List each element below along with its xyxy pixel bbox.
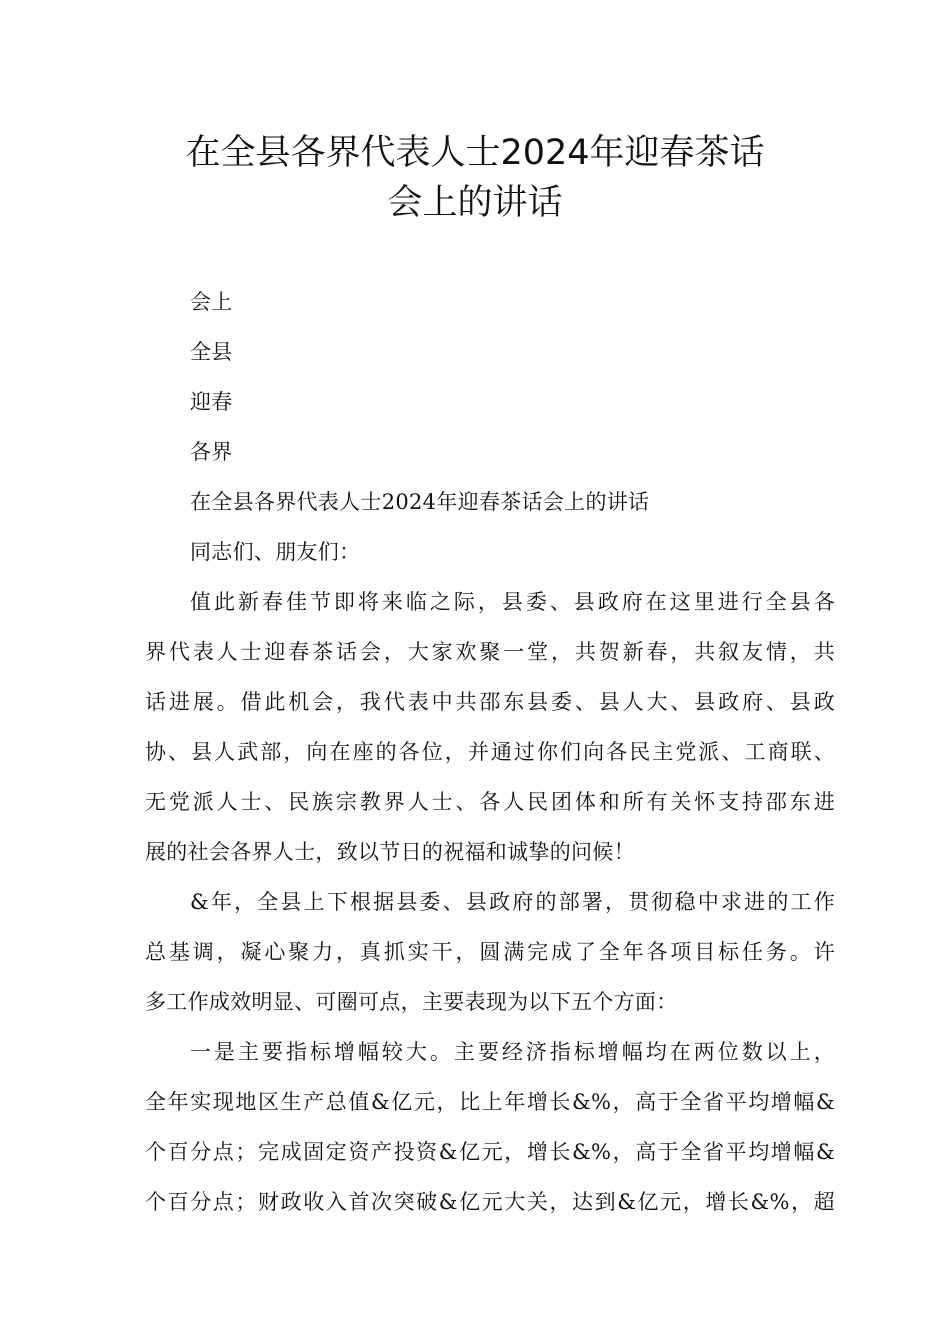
paragraph-line: 一是主要指标增幅较大。主要经济指标增幅均在两位数以上，	[190, 1040, 835, 1064]
paragraph-line: 展的社会各界人士，致以节日的祝福和诚挚的问候！	[145, 840, 635, 864]
document-title-line-2: 会上的讲话	[387, 183, 563, 223]
keyword-line: 迎春	[190, 390, 233, 414]
paragraph-line: 值此新春佳节即将来临之际，县委、县政府在这里进行全县各	[190, 590, 835, 614]
document-subtitle: 在全县各界代表人士2024年迎春茶话会上的讲话	[190, 490, 650, 514]
paragraph-line: 话进展。借此机会，我代表中共邵东县委、县人大、县政府、县政	[145, 690, 835, 714]
paragraph-line: 无党派人士、民族宗教界人士、各人民团体和所有关怀支持邵东进	[145, 790, 835, 814]
paragraph-1	[145, 577, 835, 877]
paragraph-line: 协、县人武部，向在座的各位，并通过你们向各民主党派、工商联、	[145, 740, 835, 764]
paragraph-line: 个百分点；财政收入首次突破&亿元大关，达到&亿元，增长&%，超	[145, 1190, 835, 1214]
keyword-line: 各界	[190, 440, 233, 464]
paragraph-line: 总基调，凝心聚力，真抓实干，圆满完成了全年各项目标任务。许	[145, 940, 835, 964]
keyword-line: 全县	[190, 340, 233, 364]
paragraph-line: 全年实现地区生产总值&亿元，比上年增长&%，高于全省平均增幅&	[145, 1090, 835, 1114]
document-title-line-1: 在全县各界代表人士2024年迎春茶话	[185, 133, 765, 173]
paragraph-3	[145, 1027, 835, 1227]
keyword-line: 会上	[190, 290, 233, 314]
document-body	[145, 277, 835, 1227]
salutation: 同志们、朋友们：	[190, 540, 361, 564]
paragraph-line: 界代表人士迎春茶话会，大家欢聚一堂，共贺新春，共叙友情，共	[145, 640, 835, 664]
paragraph-line: &年，全县上下根据县委、县政府的部署，贯彻稳中求进的工作	[190, 890, 835, 914]
paragraph-line: 多工作成效明显、可圈可点，主要表现为以下五个方面：	[145, 990, 678, 1014]
paragraph-2	[145, 877, 835, 1027]
paragraph-line: 个百分点；完成固定资产投资&亿元，增长&%，高于全省平均增幅&	[145, 1140, 835, 1164]
